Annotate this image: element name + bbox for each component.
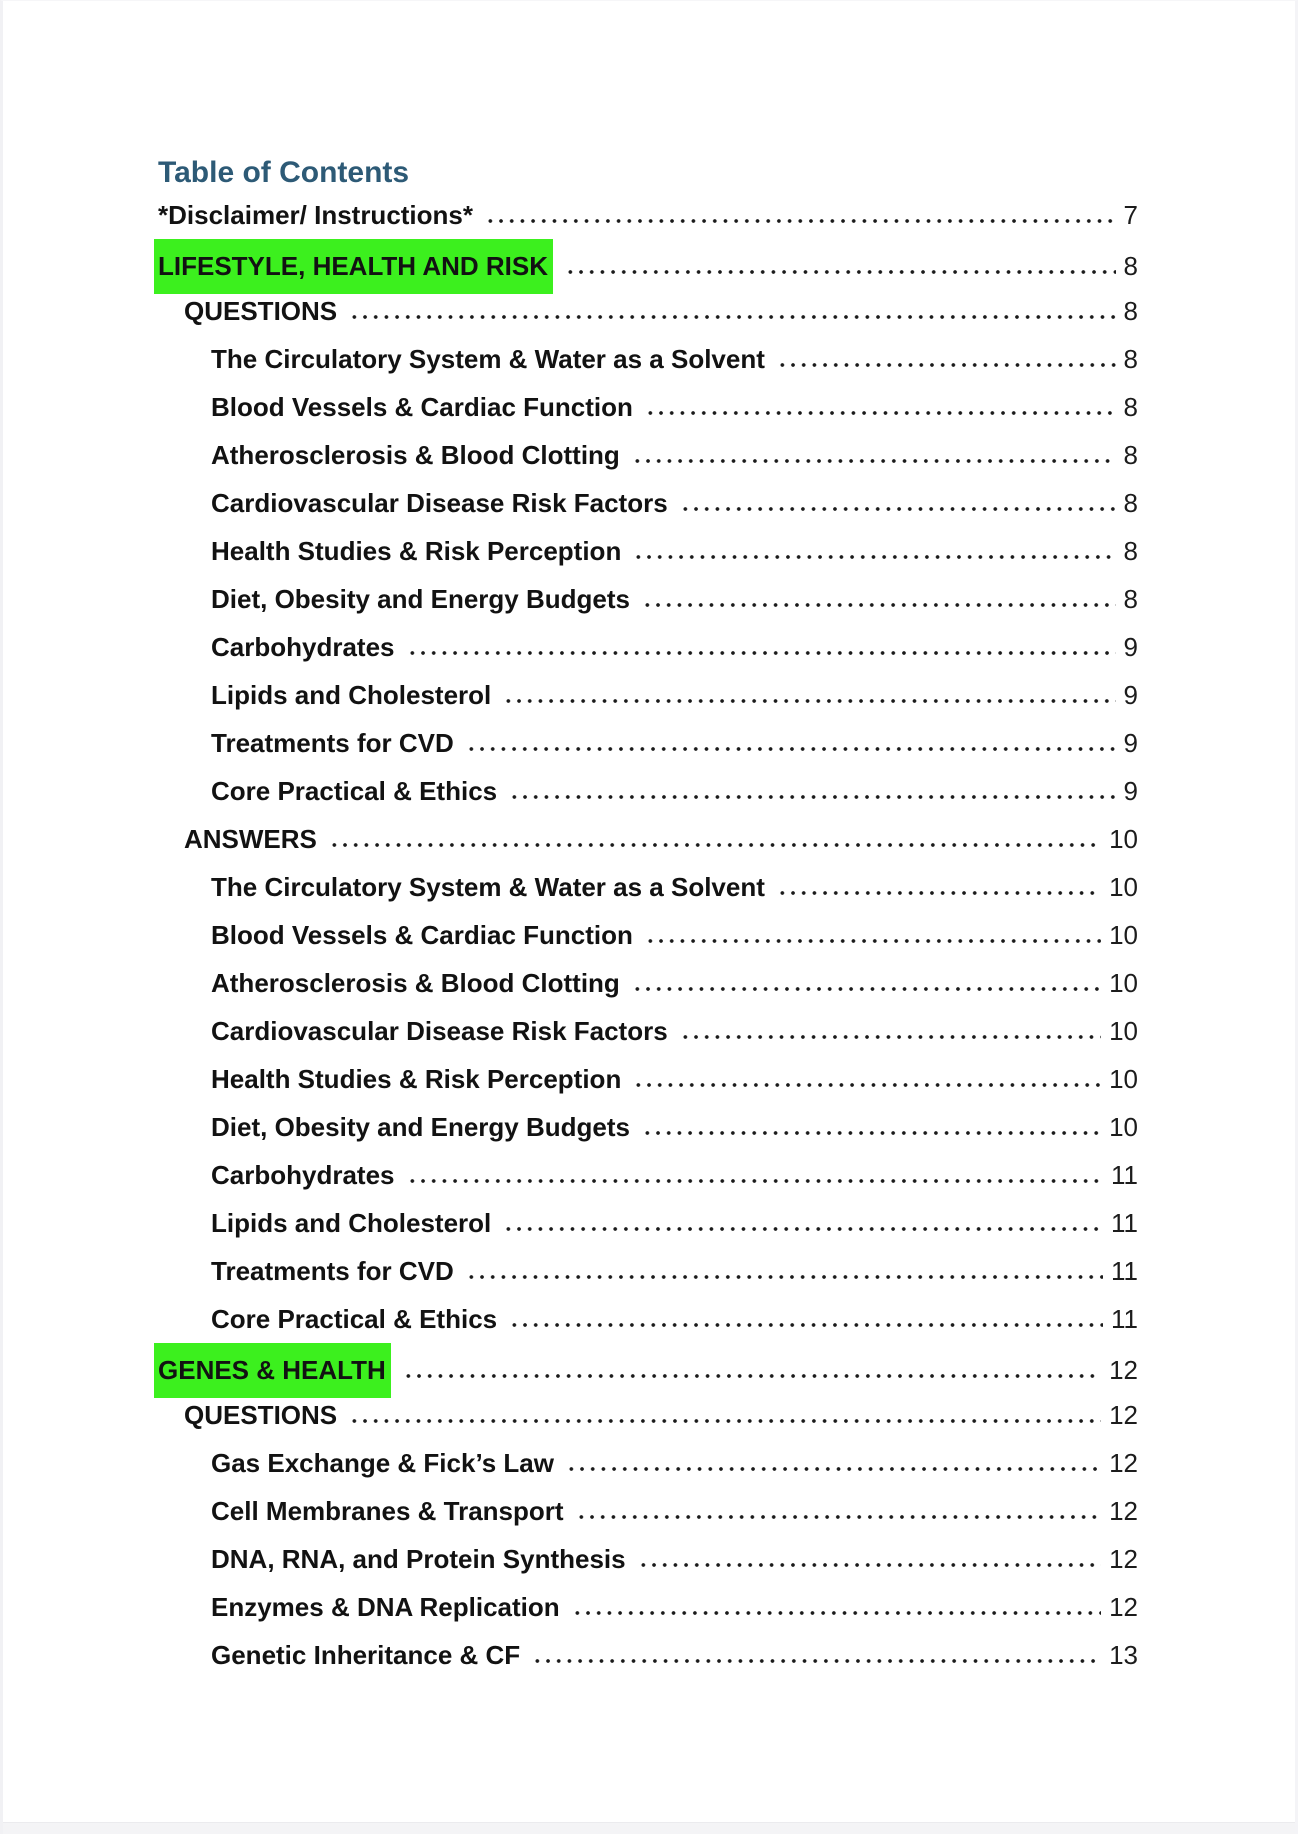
toc-entry[interactable] — [158, 1583, 1138, 1631]
toc-entry-label: The Circulatory System & Water as a Solvent — [211, 344, 765, 374]
toc-entry-page-number: 10 — [1109, 968, 1138, 998]
toc-entry-page-number: 11 — [1111, 1256, 1138, 1286]
toc-entry[interactable] — [158, 1199, 1138, 1247]
dot-leader — [645, 938, 1101, 944]
toc-entry[interactable] — [158, 1535, 1138, 1583]
toc-entry-page-number: 8 — [1123, 251, 1138, 281]
dot-leader — [633, 554, 1115, 560]
toc-entry-page-number: 12 — [1109, 1496, 1138, 1526]
dot-leader — [638, 1562, 1101, 1568]
dot-leader — [466, 746, 1116, 752]
dot-leader — [642, 602, 1116, 608]
dot-leader — [632, 986, 1101, 992]
toc-entry-label: The Circulatory System & Water as a Solvent — [211, 872, 765, 902]
toc-entry[interactable] — [158, 431, 1138, 479]
toc-entry-label: Atherosclerosis & Blood Clotting — [211, 968, 620, 998]
toc-entry[interactable] — [158, 1007, 1138, 1055]
toc-entry-label: Carbohydrates — [211, 632, 395, 662]
toc-entry-label: Blood Vessels & Cardiac Function — [211, 392, 633, 422]
dot-leader — [680, 1034, 1101, 1040]
toc-entry-page-number: 8 — [1123, 488, 1138, 518]
dot-leader — [645, 410, 1116, 416]
dot-leader — [509, 1322, 1103, 1328]
toc-entry-label: Enzymes & DNA Replication — [211, 1592, 560, 1622]
toc-entry-label: Diet, Obesity and Energy Budgets — [211, 584, 630, 614]
toc-entry[interactable] — [158, 527, 1138, 575]
dot-leader — [349, 1418, 1101, 1424]
toc-entry-page-number: 9 — [1123, 728, 1138, 758]
toc-entry-page-number: 11 — [1111, 1304, 1138, 1334]
toc-entry-label: Treatments for CVD — [211, 728, 454, 758]
dot-leader — [532, 1658, 1101, 1664]
dot-leader — [407, 1178, 1104, 1184]
dot-leader — [565, 269, 1116, 275]
toc-entry[interactable] — [158, 815, 1138, 863]
dot-leader — [777, 890, 1101, 896]
toc-entry[interactable] — [158, 911, 1138, 959]
toc-entry[interactable] — [158, 863, 1138, 911]
toc-entry-page-number: 8 — [1123, 344, 1138, 374]
toc-entry[interactable] — [158, 671, 1138, 719]
toc-entry[interactable] — [158, 623, 1138, 671]
toc-entry-page-number: 10 — [1109, 872, 1138, 902]
dot-leader — [566, 1466, 1101, 1472]
toc-entry-page-number: 11 — [1111, 1208, 1138, 1238]
dot-leader — [466, 1274, 1103, 1280]
toc-entry-label: Atherosclerosis & Blood Clotting — [211, 440, 620, 470]
toc-entry-label: GENES & HEALTH — [154, 1343, 391, 1398]
toc-entry-page-number: 7 — [1123, 200, 1138, 230]
dot-leader — [349, 314, 1115, 320]
toc-title: Table of Contents — [158, 156, 410, 189]
toc-entry-page-number: 9 — [1123, 680, 1138, 710]
toc-list — [158, 191, 1138, 1679]
dot-leader — [509, 794, 1115, 800]
toc-entry[interactable] — [158, 1391, 1138, 1439]
dot-leader — [572, 1610, 1101, 1616]
toc-entry-label: Lipids and Cholesterol — [211, 680, 492, 710]
toc-entry[interactable] — [158, 191, 1138, 239]
toc-entry-label: Carbohydrates — [211, 1160, 395, 1190]
toc-entry[interactable] — [158, 287, 1138, 335]
dot-leader — [576, 1514, 1102, 1520]
toc-entry[interactable] — [158, 383, 1138, 431]
toc-entry[interactable] — [158, 1631, 1138, 1679]
toc-entry[interactable] — [158, 479, 1138, 527]
toc-entry-label: Cardiovascular Disease Risk Factors — [211, 488, 668, 518]
toc-entry-label: Gas Exchange & Fick’s Law — [211, 1448, 554, 1478]
dot-leader — [407, 650, 1116, 656]
toc-entry-label: Health Studies & Risk Perception — [211, 1064, 622, 1094]
toc-entry-label: Genetic Inheritance & CF — [211, 1640, 521, 1670]
toc-entry[interactable] — [158, 335, 1138, 383]
toc-entry-label: *Disclaimer/ Instructions* — [158, 200, 473, 230]
dot-leader — [632, 458, 1116, 464]
toc-entry-page-number: 8 — [1123, 392, 1138, 422]
dot-leader — [503, 698, 1115, 704]
toc-entry-label: Lipids and Cholesterol — [211, 1208, 492, 1238]
toc-entry-page-number: 10 — [1109, 1064, 1138, 1094]
toc-entry-label: Cardiovascular Disease Risk Factors — [211, 1016, 668, 1046]
toc-entry[interactable] — [158, 1343, 1138, 1391]
toc-entry-label: Treatments for CVD — [211, 1256, 454, 1286]
toc-entry-label: Core Practical & Ethics — [211, 1304, 498, 1334]
toc-entry-label: DNA, RNA, and Protein Synthesis — [211, 1544, 626, 1574]
toc-entry-label: Cell Membranes & Transport — [211, 1496, 564, 1526]
toc-entry-label: Diet, Obesity and Energy Budgets — [211, 1112, 630, 1142]
toc-entry[interactable] — [158, 1151, 1138, 1199]
toc-entry[interactable] — [158, 1295, 1138, 1343]
toc-entry-page-number: 12 — [1109, 1355, 1138, 1385]
toc-entry[interactable] — [158, 575, 1138, 623]
dot-leader — [503, 1226, 1103, 1232]
toc-entry-label: QUESTIONS — [184, 1400, 338, 1430]
toc-entry-page-number: 11 — [1111, 1160, 1138, 1190]
dot-leader — [642, 1130, 1101, 1136]
toc-entry[interactable] — [158, 239, 1138, 287]
dot-leader — [680, 506, 1116, 512]
dot-leader — [777, 362, 1116, 368]
dot-leader — [329, 842, 1101, 848]
toc-entry-page-number: 12 — [1109, 1400, 1138, 1430]
toc-entry-label: LIFESTYLE, HEALTH AND RISK — [154, 239, 553, 294]
toc-entry-label: ANSWERS — [184, 824, 317, 854]
dot-leader — [485, 218, 1116, 224]
toc-entry-page-number: 8 — [1123, 536, 1138, 566]
toc-entry[interactable] — [158, 1247, 1138, 1295]
toc-entry-label: Health Studies & Risk Perception — [211, 536, 622, 566]
toc-entry-page-number: 9 — [1123, 776, 1138, 806]
toc-entry-page-number: 12 — [1109, 1592, 1138, 1622]
dot-leader — [633, 1082, 1101, 1088]
toc-entry-page-number: 8 — [1123, 440, 1138, 470]
toc-entry-page-number: 12 — [1109, 1448, 1138, 1478]
table-of-contents — [158, 155, 1138, 1679]
toc-entry-page-number: 8 — [1123, 584, 1138, 614]
page-edge — [3, 1822, 1295, 1834]
toc-entry-page-number: 10 — [1109, 920, 1138, 950]
toc-entry-page-number: 8 — [1123, 296, 1138, 326]
toc-entry-page-number: 9 — [1123, 632, 1138, 662]
dot-leader — [403, 1373, 1101, 1379]
toc-entry-page-number: 10 — [1109, 1112, 1138, 1142]
toc-entry[interactable] — [158, 959, 1138, 1007]
toc-entry[interactable] — [158, 1487, 1138, 1535]
toc-entry-label: Core Practical & Ethics — [211, 776, 498, 806]
toc-entry[interactable] — [158, 719, 1138, 767]
toc-entry[interactable] — [158, 767, 1138, 815]
toc-entry-label: QUESTIONS — [184, 296, 338, 326]
toc-entry-page-number: 10 — [1109, 1016, 1138, 1046]
toc-entry[interactable] — [158, 1055, 1138, 1103]
toc-entry[interactable] — [158, 1103, 1138, 1151]
toc-entry[interactable] — [158, 1439, 1138, 1487]
toc-entry-page-number: 13 — [1109, 1640, 1138, 1670]
toc-entry-label: Blood Vessels & Cardiac Function — [211, 920, 633, 950]
toc-entry-page-number: 12 — [1109, 1544, 1138, 1574]
toc-entry-page-number: 10 — [1109, 824, 1138, 854]
